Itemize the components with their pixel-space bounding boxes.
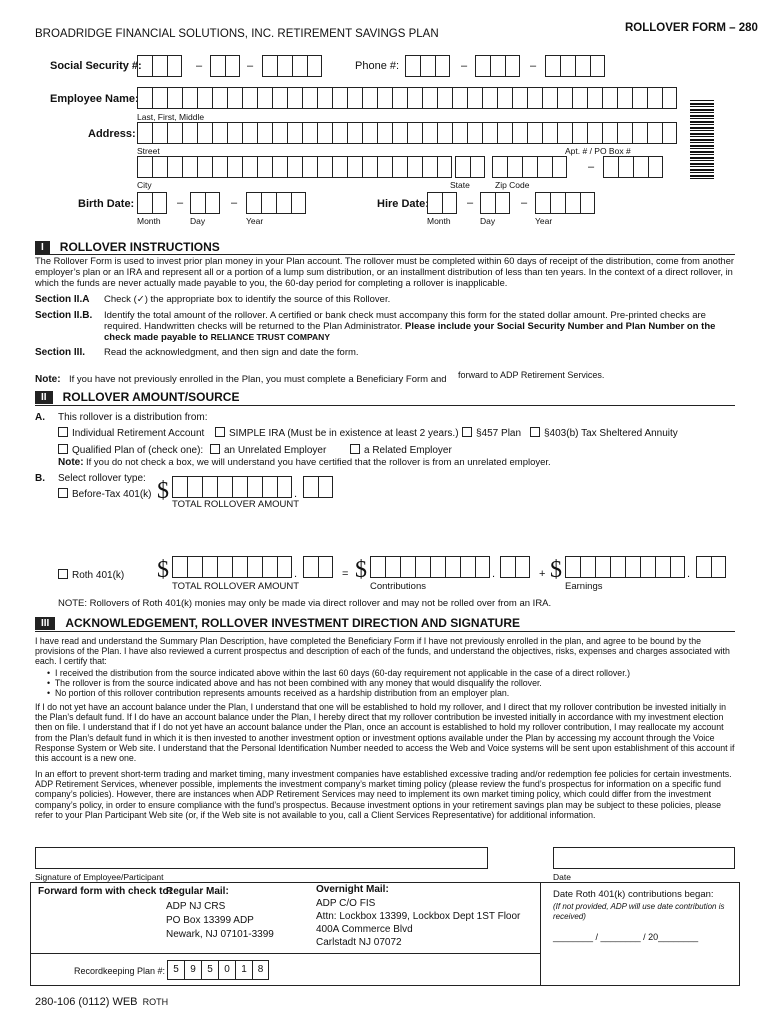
birth-year-hint: Year [246, 216, 264, 226]
divider [30, 953, 540, 954]
form-id: ROLLOVER FORM – 280 [625, 22, 758, 34]
section-3-number: III [35, 617, 55, 630]
hire-year-hint: Year [535, 216, 553, 226]
section-2-title: ROLLOVER AMOUNT/SOURCE [62, 390, 240, 404]
plan-digit: 5 [167, 960, 184, 980]
section-3-header [35, 616, 520, 630]
address-line: 400A Commerce Blvd [316, 924, 413, 935]
hire-month-field[interactable] [427, 192, 457, 214]
date-field[interactable] [553, 847, 735, 869]
plan-digit: 8 [252, 960, 269, 980]
address-line: Carlstadt NJ 07072 [316, 937, 402, 948]
overnight-mail-title: Overnight Mail: [316, 884, 389, 895]
divider [35, 254, 735, 255]
decimal-point: . [294, 568, 298, 580]
acknowledgement-paragraph-1: I have read and understand the Summary Plan Description, have completed the Beneficiary Form if I have not previously enrolled in the plan, and agree to be bound by the provisions of the Plan. I have also reviewed a current prospectus and description of each of the funds, and understand the objectives, risks, expenses and charges associated with each. I certify that: [35, 636, 730, 667]
total-rollover-caption: TOTAL ROLLOVER AMOUNT [172, 581, 300, 592]
option-ira-label: Individual Retirement Account [72, 428, 205, 439]
birth-day-field[interactable] [190, 192, 220, 214]
divider [35, 631, 735, 632]
hire-day-field[interactable] [480, 192, 510, 214]
list-item: • No portion of this rollover contribution represents amounts received as a hardship distribution from an employer plan. [47, 688, 510, 699]
address-line: ADP C/O FIS [316, 898, 376, 909]
birth-dash: – [231, 197, 238, 209]
zip-field[interactable] [492, 156, 567, 178]
city-hint: City [137, 180, 152, 190]
payee-name: RELIANCE TRUST COMPANY [210, 332, 330, 342]
phone-dash: – [461, 60, 468, 72]
section-2b-bold: Please include your Social Security Number and Plan Number on the check made payable to [104, 321, 716, 343]
option-related-employer[interactable] [350, 444, 452, 456]
option-related-label: a Related Employer [364, 445, 452, 456]
bullet-text: The rollover is from the source indicated above and has not been combined with any money that would disqualify the rollover. [54, 678, 542, 689]
address-line: Newark, NJ 07101-3399 [166, 929, 274, 940]
option-457-label: §457 Plan [476, 428, 522, 439]
roth-date-hint: (If not provided, ADP will use date contribution is received) [553, 902, 725, 921]
option-ira[interactable] [58, 427, 204, 439]
birth-month-hint: Month [137, 216, 161, 226]
section-1-header [35, 240, 220, 254]
acknowledgement-paragraph-3: In an effort to prevent short-term trading and market timing, many investment companies have established excessive trading and/or redemption fee policies for certain investments. ADP Retirement Services, whenever possible, implements the investment company’s market timing policy (please review the fund’s prospectus for information on a specific fund company’s policies). However, there are instances when ADP Retirement Services may need to implement its own market timing policy, which could differ from the investment company’s policy, in order to ensure compliance with the fund’s prospectus. Because investment options in your retirement savings plan may be subject to these policies, please refer to your Plan Participant Web site (or, if the Web site is not available to you, call a Client Services Representative) for additional information. [35, 769, 732, 820]
option-qualified-plan[interactable] [58, 444, 203, 456]
phone-field-line[interactable] [545, 55, 605, 77]
ssn-field-part2[interactable] [210, 55, 240, 77]
checkbox[interactable] [58, 427, 68, 437]
section-3-instruction: Read the acknowledgment, and then sign and date the form. [104, 347, 359, 358]
section-2b-text: Identify the total amount of the rollover. A certified or bank check must accompany this form for the stated dollar amount. Pre-printed checks are required. Handwritten checks will be returned to the Plan Administrator. [104, 310, 706, 332]
form-code-number: 280-106 (0112) WEB [35, 996, 138, 1008]
divider [35, 405, 735, 406]
divider-vertical [540, 882, 541, 986]
checkbox[interactable] [530, 427, 540, 437]
zip-plus4-field[interactable] [603, 156, 663, 178]
name-hint: Last, First, Middle [137, 112, 205, 122]
address-line: ADP NJ CRS [166, 901, 226, 912]
option-qualified-label: Qualified Plan of (check one): [72, 445, 204, 456]
roth-total-cents-field[interactable] [303, 556, 333, 578]
note-text: If you have not previously enrolled in the Plan, you must complete a Beneficiary Form and [69, 374, 447, 385]
address-label: Address: [88, 128, 136, 140]
list-item: • The rollover is from the source indicated above and has not been combined with any money that would disqualify the rollover. [47, 678, 542, 689]
hire-day-hint: Day [480, 216, 496, 226]
roth-note: NOTE: Rollovers of Roth 401(k) monies may only be made via direct rollover and may not be rolled over from an IRA. [58, 598, 552, 609]
option-simple-ira[interactable] [215, 427, 459, 439]
plan-digit: 0 [218, 960, 235, 980]
option-roth-label: Roth 401(k) [72, 570, 125, 581]
note-label: Note: [35, 374, 61, 385]
phone-dash: – [530, 60, 537, 72]
pretax-amount-field[interactable] [172, 476, 292, 498]
section-2b-instruction [104, 310, 734, 343]
employee-name-field[interactable] [137, 87, 677, 109]
plan-digit: 9 [184, 960, 201, 980]
phone-label: Phone #: [355, 60, 400, 72]
decimal-point: . [294, 488, 298, 500]
roth-contributions-cents-field[interactable] [500, 556, 530, 578]
part-a-letter: A. [35, 412, 45, 423]
form-code [35, 996, 168, 1008]
street-field[interactable] [137, 122, 677, 144]
contributions-caption: Contributions [370, 581, 426, 592]
equals-sign: = [342, 568, 349, 580]
form-code-suffix: ROTH [142, 997, 169, 1007]
checkbox[interactable] [58, 569, 68, 579]
option-unrelated-employer[interactable] [210, 444, 326, 456]
plus-sign: + [539, 568, 546, 580]
roth-total-field[interactable] [172, 556, 292, 578]
ssn-field-part1[interactable] [137, 55, 182, 77]
option-403b[interactable] [530, 427, 678, 439]
hire-date-label: Hire Date: [377, 198, 429, 210]
employee-name-label: Employee Name: [50, 93, 139, 105]
plan-number-field [167, 960, 269, 980]
roth-date-label: Date Roth 401(k) contributions began: [553, 889, 714, 900]
birth-year-field[interactable] [246, 192, 306, 214]
barcode-image [690, 100, 714, 180]
part-a-note-label: Note: [58, 457, 84, 468]
birth-dash: – [177, 197, 184, 209]
total-rollover-caption: TOTAL ROLLOVER AMOUNT [172, 499, 300, 510]
note-tail: forward to ADP Retirement Services. [458, 370, 605, 380]
checkbox[interactable] [215, 427, 225, 437]
zip-hint: Zip Code [495, 180, 530, 190]
address-line: Attn: Lockbox 13399, Lockbox Dept 1ST Floor [316, 911, 521, 922]
plan-number-label: Recordkeeping Plan #: [74, 966, 166, 976]
overnight-mail-address [316, 897, 520, 949]
certification-list [47, 668, 727, 699]
bullet-text: No portion of this rollover contribution represents amounts received as a hardship distribution from an employer plan. [54, 688, 510, 699]
regular-mail-address [166, 900, 274, 942]
checkbox[interactable] [350, 444, 360, 454]
option-pretax-label: Before-Tax 401(k) [72, 489, 152, 500]
part-b-question: Select rollover type: [58, 473, 146, 484]
option-unrelated-label: an Unrelated Employer [224, 445, 327, 456]
date-caption: Date [553, 872, 571, 882]
birth-day-hint: Day [190, 216, 206, 226]
section-1-title: ROLLOVER INSTRUCTIONS [59, 240, 220, 254]
checkbox[interactable] [210, 444, 220, 454]
decimal-point: . [492, 568, 496, 580]
roth-earnings-field[interactable] [565, 556, 685, 578]
section-2-header [35, 390, 239, 404]
ssn-field-part3[interactable] [262, 55, 322, 77]
hire-dash: – [467, 197, 474, 209]
dollar-sign: $ [355, 557, 367, 583]
option-roth-401k[interactable] [58, 569, 124, 581]
phone-field-prefix[interactable] [475, 55, 520, 77]
list-item: • I received the distribution from the source indicated above within the last 60 days (60-day requirement not applicable in the case of a direct rollover.) [47, 668, 631, 678]
hire-month-hint: Month [427, 216, 451, 226]
hire-dash: – [521, 197, 528, 209]
section-1-intro: The Rollover Form is used to invest prior plan money in your Plan account. The rollover must be completed within 60 days of receipt of the distribution, come from another employer’s plan or an IRA and represent all or a portion of a lump sum distribution, or an installment distribution of less than ten years. In the context of a direct rollover, in which the funds are never actually made payable to you, the 60-day period for completing a rollover is inapplicable. [35, 256, 734, 288]
section-2a-ref: Section II.A [35, 294, 90, 305]
forward-label: Forward form with check to: [38, 886, 172, 897]
option-403b-label: §403(b) Tax Sheltered Annuity [544, 428, 678, 439]
section-1-number: I [35, 241, 50, 254]
option-pretax-401k[interactable] [58, 488, 151, 500]
signature-caption: Signature of Employee/Participant [35, 872, 164, 882]
birth-date-label: Birth Date: [78, 198, 135, 210]
form-title: BROADRIDGE FINANCIAL SOLUTIONS, INC. RETIREMENT SAVINGS PLAN [35, 28, 439, 40]
roth-contributions-field[interactable] [370, 556, 490, 578]
option-457[interactable] [462, 427, 521, 439]
street-hint: Street [137, 146, 160, 156]
section-3-title: ACKNOWLEDGEMENT, ROLLOVER INVESTMENT DIRECTION AND SIGNATURE [65, 616, 521, 630]
plan-digit: 5 [201, 960, 218, 980]
signature-field[interactable] [35, 847, 488, 869]
section-3-ref: Section III. [35, 347, 86, 358]
checkbox[interactable] [462, 427, 472, 437]
checkbox[interactable] [58, 444, 68, 454]
ssn-dash: – [247, 60, 254, 72]
section-2b-ref: Section II.B. [35, 310, 93, 321]
hire-year-field[interactable] [535, 192, 595, 214]
part-a-note: If you do not check a box, we will understand you have certified that the rollover is from an unrelated employer. [86, 457, 551, 468]
birth-month-field[interactable] [137, 192, 167, 214]
city-field[interactable] [137, 156, 452, 178]
zip-dash: – [588, 161, 595, 173]
acknowledgement-paragraph-2: If I do not yet have an account balance under the Plan, I understand that one will be established to hold my rollover, and I direct that my rollover contribution be invested initially in the Plan’s default fund. If I do have an account balance under the Plan, I hereby direct that my rollover contribution be invested initially in accordance with my investment election then on file. I understand that if I do not yet have an account balance under the Plan, once an account is established to hold my rollover contribution, I may reallocate my account from the Plan’s default fund in which it is then invested to another investment option or investment options available under the Plan by accessing my account through the Voice Response System or Web site. I understand that the Personal Identification Number needed to access the Web and Voice systems will be sent upon establishment of this account if this account is a new one. [35, 702, 735, 764]
earnings-caption: Earnings [565, 581, 603, 592]
pretax-cents-field[interactable] [303, 476, 333, 498]
address-line: PO Box 13399 ADP [166, 915, 254, 926]
bullet-text: I received the distribution from the source indicated above within the last 60 days (60-day requirement not applicable in the case of a direct rollover.) [54, 668, 631, 678]
decimal-point: . [687, 568, 691, 580]
option-simple-ira-label: SIMPLE IRA (Must be in existence at least 2 years.) [229, 428, 459, 439]
state-hint: State [450, 180, 470, 190]
checkbox[interactable] [58, 488, 68, 498]
dollar-sign: $ [157, 478, 169, 504]
roth-date-field[interactable]: ________ / ________ / 20________ [553, 932, 699, 942]
phone-field-area[interactable] [405, 55, 450, 77]
regular-mail-title: Regular Mail: [166, 886, 229, 897]
part-a-question: This rollover is a distribution from: [58, 412, 208, 423]
plan-digit: 1 [235, 960, 252, 980]
dollar-sign: $ [550, 557, 562, 583]
section-2a-instruction: Check (✓) the appropriate box to identify the source of this Rollover. [104, 294, 391, 305]
ssn-dash: – [196, 60, 203, 72]
section-2-number: II [35, 391, 53, 404]
roth-earnings-cents-field[interactable] [696, 556, 726, 578]
dollar-sign: $ [157, 557, 169, 583]
state-field[interactable] [455, 156, 485, 178]
apt-hint: Apt. # / PO Box # [565, 146, 631, 156]
ssn-label: Social Security #: [50, 60, 142, 72]
part-b-letter: B. [35, 473, 45, 484]
